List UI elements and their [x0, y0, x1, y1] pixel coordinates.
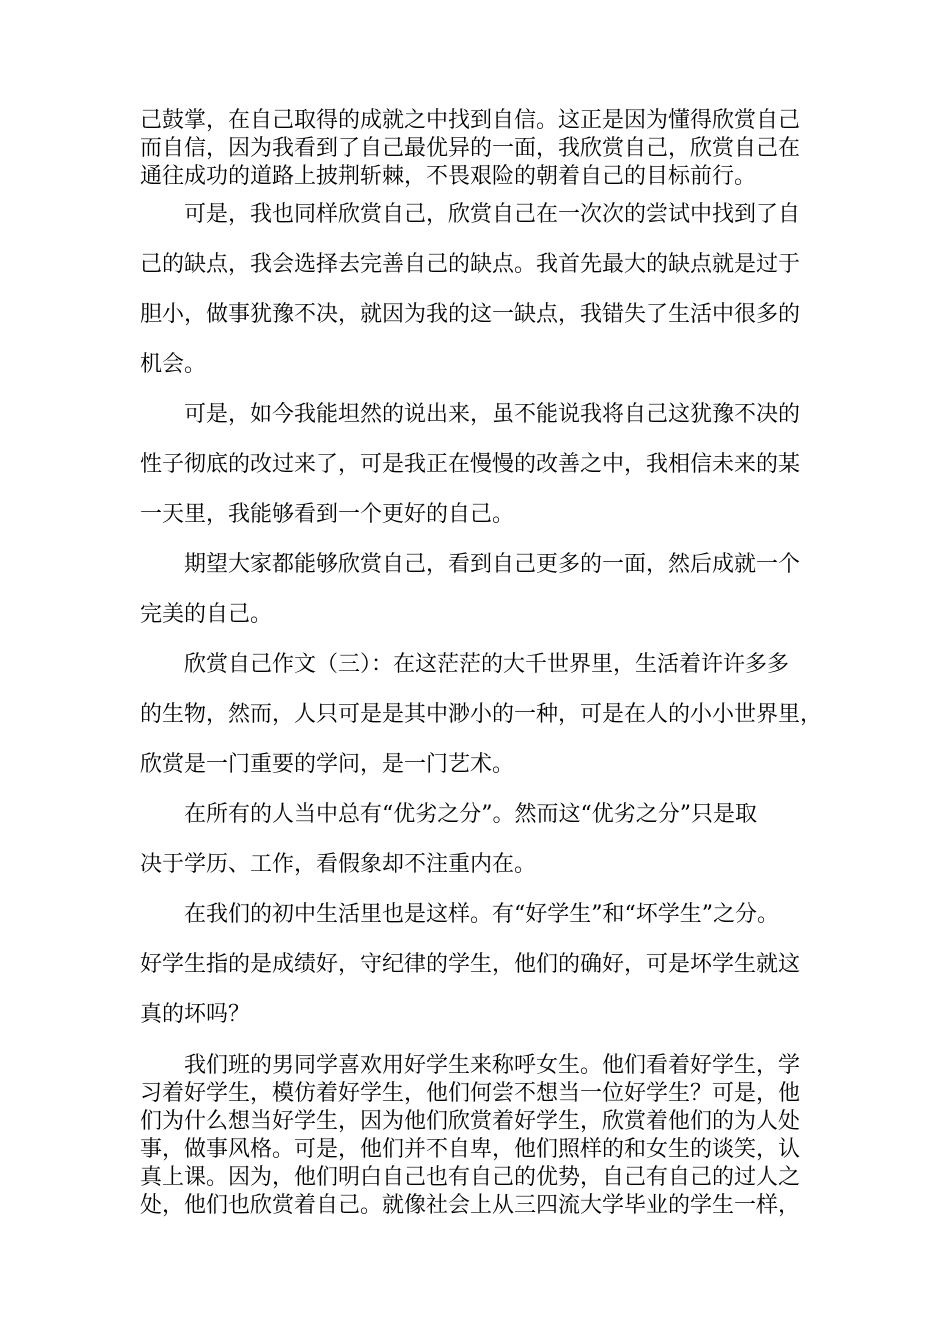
paragraph-6: 在所有的人当中总有“优劣之分”。然而这“优劣之分”只是取 决于学历、工作，看假象却不注重内在。 [140, 802, 757, 877]
paragraph-7: 在我们的初中生活里也是这样。有“好学生”和“坏学生”之分。 好学生指的是成绩好，守纪律的学生，他们的确好，可是坏学生就这 真的坏吗？ [140, 902, 801, 1027]
paragraph-2: 可是，我也同样欣赏自己，欣赏自己在一次次的尝试中找到了自 己的缺点，我会选择去完善自己的缺点。我首先最大的缺点就是过于 胆小，做事犹豫不决，就因为我的这一缺点，我错失了生活中很多的 机会。 [140, 202, 801, 377]
paragraph-8: 我们班的男同学喜欢用好学生来称呼女生。他们看着好学生，学 习着好学生，模仿着好学生，他们何尝不想当一位好学生？可是，他 们为什么想当好学生，因为他们欣赏着好学生，欣赏着他们的为人处 事，做事风格。可是，他们并不自卑，他们照样的和女生的谈笑，认 真上课。因为，他们明白自己也有自己的优势，自己有自己的过人之 处，他们也欣赏着自己。就像社会上从三四流大学毕业的学生一样， [140, 1053, 801, 1218]
paragraph-5: 欣赏自己作文（三）：在这茫茫的大千世界里，生活着许许多多 的生物，然而，人只可是是其中渺小的一种，可是在人的小小世界里， 欣赏是一门重要的学问，是一门艺术。 [140, 652, 823, 777]
paragraph-4: 期望大家都能够欣赏自己，看到自己更多的一面，然后成就一个 完美的自己。 [140, 552, 801, 627]
paragraph-1: 己鼓掌，在自己取得的成就之中找到自信。这正是因为懂得欣赏自己 而自信，因为我看到了自己最优异的一面，我欣赏自己，欣赏自己在 通往成功的道路上披荆斩棘，不畏艰险的朝着自己的目标前行。 [140, 108, 801, 189]
paragraph-3: 可是，如今我能坦然的说出来，虽不能说我将自己这犹豫不决的 性子彻底的改过来了，可是我正在慢慢的改善之中，我相信未来的某 一天里，我能够看到一个更好的自己。 [140, 402, 801, 527]
